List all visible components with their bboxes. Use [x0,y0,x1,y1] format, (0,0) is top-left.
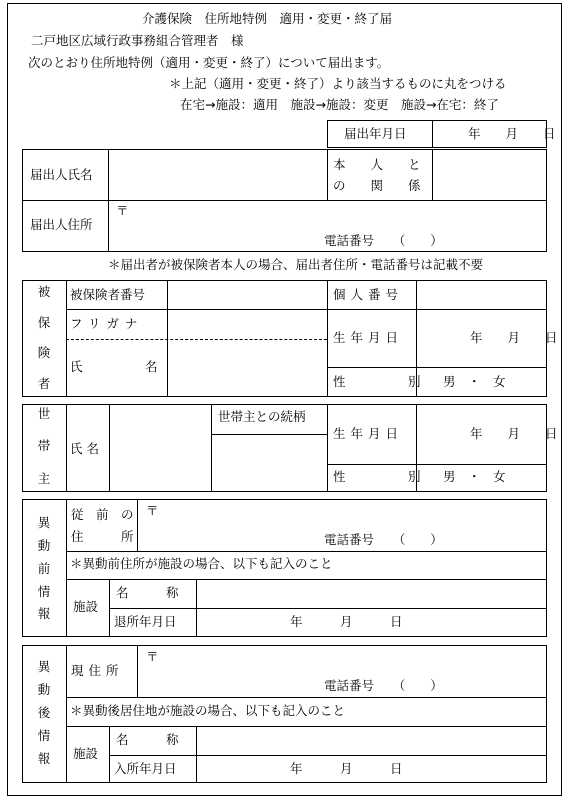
household-section-char-3: 主 [37,471,51,486]
insured-section-char-3: 険 [37,345,51,360]
before-section-char-2: 動 [37,538,51,553]
insured-furigana-label: フリガナ [70,316,144,331]
household-sex-label: 性 別 [333,469,421,484]
moveout-date-label: 退所年月日 [114,614,177,629]
household-birth-value[interactable]: 年 月 日 [470,426,558,441]
header-note-1: ＊上記（適用・変更・終了）より該当するものに丸をつける [169,76,507,91]
before-section-char-1: 異 [37,515,51,530]
filer-name-label: 届出人氏名 [30,167,93,182]
after-section-char-4: 情 [37,728,51,743]
insured-sex-value[interactable]: 男 ・ 女 [443,374,506,389]
before-facility-label: 施設 [73,599,99,614]
current-address-label: 現住所 [71,663,124,678]
relation-label-2: の 関 係 [333,178,421,193]
insured-section-char-2: 保 [37,315,51,330]
filer-note: ＊届出者が被保険者本人の場合、届出者住所・電話番号は記載不要 [108,257,484,272]
after-section-char-2: 動 [37,682,51,697]
before-facility-name-label: 名 称 [116,585,179,600]
insured-number-label: 被保険者番号 [70,287,146,302]
before-section-char-5: 報 [37,606,51,621]
household-birth-label: 生年月日 [333,426,404,441]
filer-phone-label: 電話番号 （ ） [324,233,443,248]
movein-date-value[interactable]: 年 月 日 [290,761,403,776]
insured-section-char-1: 被 [37,284,51,299]
intro-text: 次のとおり住所地特例（適用・変更・終了）について届出ます。 [28,55,390,70]
filer-postal-mark: 〒 [116,203,129,218]
current-postal-mark: 〒 [146,649,159,664]
filing-date-label: 届出年月日 [344,126,407,141]
movein-date-label: 入所年月日 [114,761,177,776]
after-facility-name-label: 名 称 [116,732,179,747]
form-title: 介護保険 住所地特例 適用・変更・終了届 [142,11,393,26]
addressee: 二戸地区広域行政事務組合管理者 様 [31,33,244,48]
after-section-char-5: 報 [37,751,51,766]
prev-phone-label: 電話番号 （ ） [324,532,443,547]
after-facility-label: 施設 [73,746,99,761]
after-section-char-1: 異 [37,659,51,674]
insured-sex-label: 性 別 [333,374,421,389]
after-section-char-3: 後 [37,705,51,720]
after-facility-note: ＊異動後居住地が施設の場合、以下も記入のこと [70,703,346,718]
relation-label-1: 本 人 と [333,157,421,172]
header-note-2: 在宅→施設：適用 施設→施設：変更 施設→在宅：終了 [180,97,499,112]
insured-name-label: 氏 名 [70,359,158,374]
household-sex-value[interactable]: 男 ・ 女 [443,469,506,484]
filing-date-value[interactable]: 年 月 日 [468,126,556,141]
prev-postal-mark: 〒 [146,503,159,518]
insured-birth-value[interactable]: 年 月 日 [470,330,558,345]
personal-number-label: 個人番号 [333,287,404,302]
household-section-char-2: 帯 [37,438,51,453]
household-relation-label: 世帯主との続柄 [218,409,306,424]
before-section-char-4: 情 [37,584,51,599]
moveout-date-value[interactable]: 年 月 日 [290,614,403,629]
before-section-char-3: 前 [37,561,51,576]
insured-section-char-4: 者 [37,376,51,391]
before-facility-note: ＊異動前住所が施設の場合、以下も記入のこと [70,556,333,571]
prev-address-label-1: 従 前 の [71,507,134,522]
insured-birth-label: 生年月日 [333,330,404,345]
current-phone-label: 電話番号 （ ） [324,678,443,693]
household-section-char-1: 世 [37,406,51,421]
household-name-label: 氏名 [70,441,104,456]
prev-address-label-2: 住 所 [71,529,134,544]
filer-address-label: 届出人住所 [30,217,93,232]
